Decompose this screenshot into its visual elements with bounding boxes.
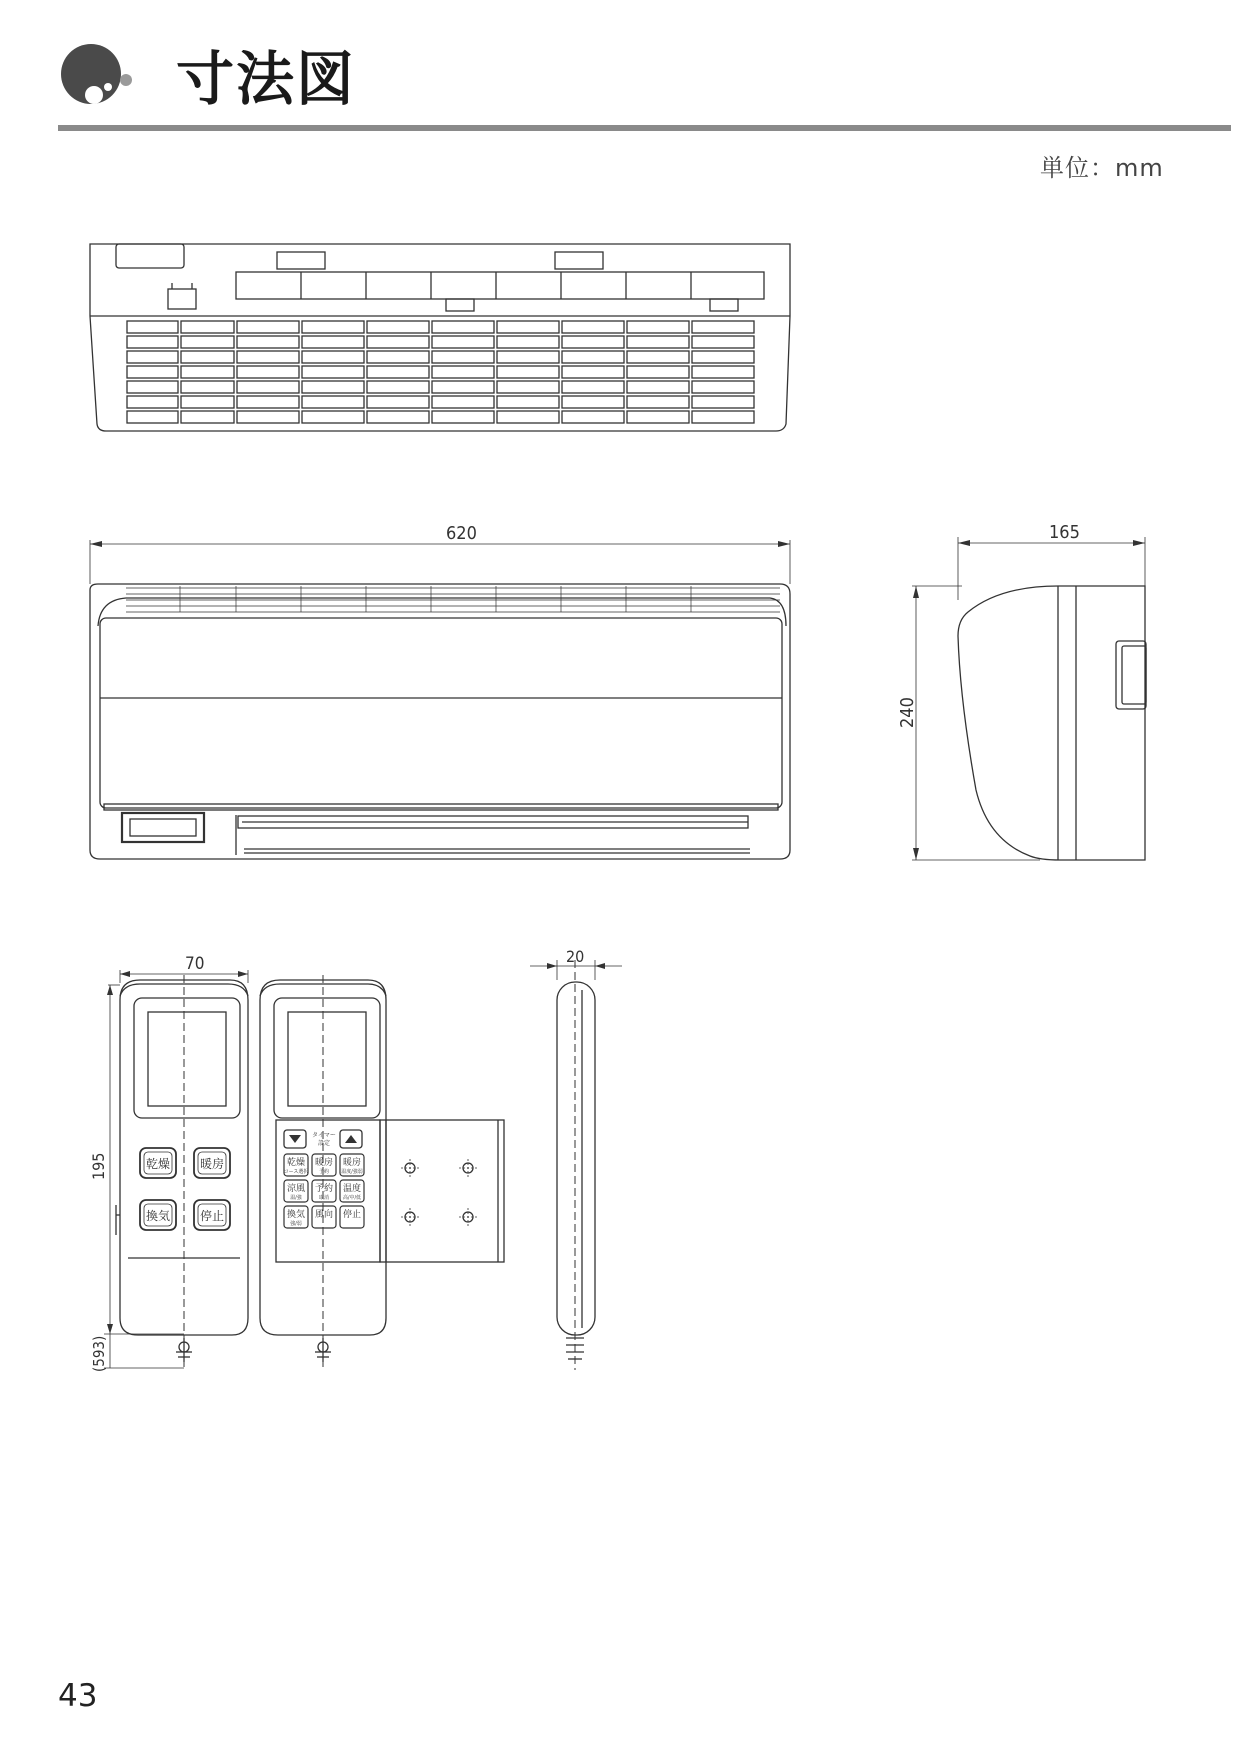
remote-button-4 [194, 1200, 230, 1230]
open-panel-button-sublabel: 予約 [318, 1169, 330, 1175]
unit-front-view [90, 540, 790, 859]
open-panel-button-sublabel: 取消 [318, 1195, 330, 1201]
open-panel-button-sublabel: 高/中/低 [342, 1195, 362, 1201]
remote-button-label: 換気 [145, 1209, 171, 1223]
remote-button-label: 暖房 [199, 1157, 225, 1171]
open-panel-button-label: 暖房 [342, 1158, 362, 1168]
open-panel-button-label: 温度 [342, 1184, 362, 1194]
open-panel-button-label: 風向 [314, 1210, 334, 1220]
open-panel-button-sublabel: 温/強 [290, 1195, 302, 1201]
open-panel-button-sublabel: 強/弱 [290, 1221, 302, 1227]
open-panel-button-2 [312, 1154, 336, 1176]
open-panel-button-sublabel: 温度/強弱 [341, 1169, 363, 1175]
open-panel-button-label: 暖房 [314, 1158, 334, 1168]
dim-195-label: 195 [89, 1152, 108, 1180]
open-panel-button-3 [340, 1154, 364, 1176]
screw-hole-icon [401, 1208, 419, 1226]
open-panel-button-6 [340, 1180, 364, 1202]
open-panel-button-8 [312, 1206, 336, 1228]
remote-front-open [260, 975, 504, 1370]
dim-20-label: 20 [566, 947, 585, 966]
remote-button-label: 停止 [199, 1209, 225, 1223]
open-panel-button-7 [284, 1206, 308, 1228]
remote-button-1 [140, 1148, 176, 1178]
dim-593-label: (593) [90, 1335, 108, 1372]
open-panel-button-label: 涼風 [286, 1184, 306, 1194]
screw-hole-icon [459, 1208, 477, 1226]
page-title: 寸法図 [176, 45, 357, 113]
remote-button-label: 乾燥 [145, 1157, 171, 1171]
open-panel-button-9 [340, 1206, 364, 1228]
unit-top-view [90, 244, 790, 431]
open-panel-button-1 [284, 1154, 309, 1176]
remote-side-view [530, 960, 622, 1370]
open-panel-button-label: 停止 [342, 1210, 362, 1220]
open-panel-button-sublabel: コース選択 [283, 1169, 309, 1175]
screw-hole-icon [459, 1159, 477, 1177]
open-panel-button-label: 予約 [314, 1184, 334, 1194]
unit-side-view [912, 537, 1146, 860]
dim-165-label: 165 [1049, 522, 1080, 543]
dim-240-label: 240 [897, 697, 918, 728]
remote-front-closed [104, 970, 248, 1370]
dim-620-label: 620 [446, 523, 477, 544]
page-number: 43 [58, 1678, 98, 1714]
svg-text:設定: 設定 [318, 1140, 331, 1147]
unit-label: 単位：mm [1040, 154, 1164, 182]
screw-hole-icon [401, 1159, 419, 1177]
remote-button-2 [194, 1148, 230, 1178]
remote-button-3 [140, 1200, 176, 1230]
open-panel-button-label: 換気 [286, 1210, 306, 1220]
svg-text:タイマー: タイマー [312, 1132, 336, 1139]
open-panel-button-5 [312, 1180, 336, 1202]
open-panel-button-label: 乾燥 [286, 1158, 306, 1168]
dim-70-label: 70 [185, 954, 205, 974]
open-panel-button-4 [284, 1180, 308, 1202]
